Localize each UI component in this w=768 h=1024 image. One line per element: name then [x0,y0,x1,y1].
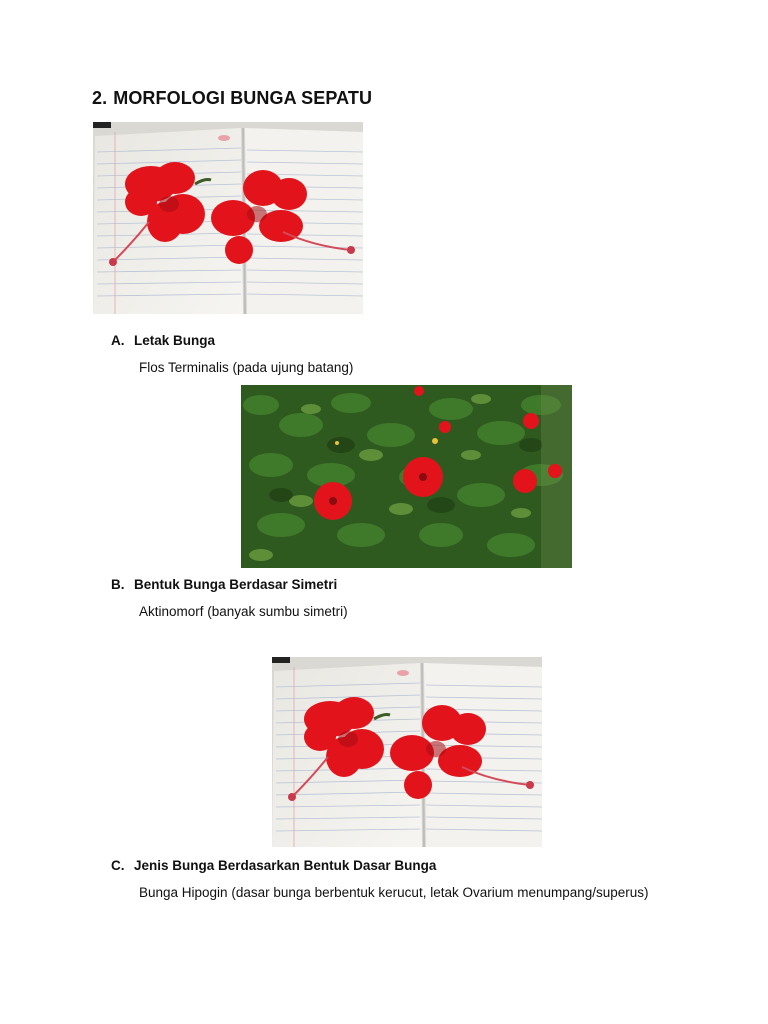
hibiscus-shrub-photo [241,385,572,568]
section-b-body: Aktinomorf (banyak sumbu simetri) [139,604,348,619]
section-c-letter: C. [111,858,125,873]
section-c-heading [111,858,436,873]
section-c-title: Jenis Bunga Berdasarkan Bentuk Dasar Bunga [134,858,437,873]
section-c-body: Bunga Hipogin (dasar bunga berbentuk kerucut, letak Ovarium menumpang/superus) [139,885,649,900]
title-number: 2. [92,88,108,108]
section-b-heading [111,577,337,592]
section-a-body: Flos Terminalis (pada ujung batang) [139,360,354,375]
section-a-heading [111,333,215,348]
section-a-letter: A. [111,333,125,348]
section-a-title: Letak Bunga [134,333,216,348]
hibiscus-notebook-photo-top [93,122,363,314]
section-b-title: Bentuk Bunga Berdasar Simetri [134,577,338,592]
section-b-letter: B. [111,577,125,592]
hibiscus-notebook-photo-bottom [272,657,542,847]
page-title [92,88,372,109]
title-text: MORFOLOGI BUNGA SEPATU [113,88,373,108]
